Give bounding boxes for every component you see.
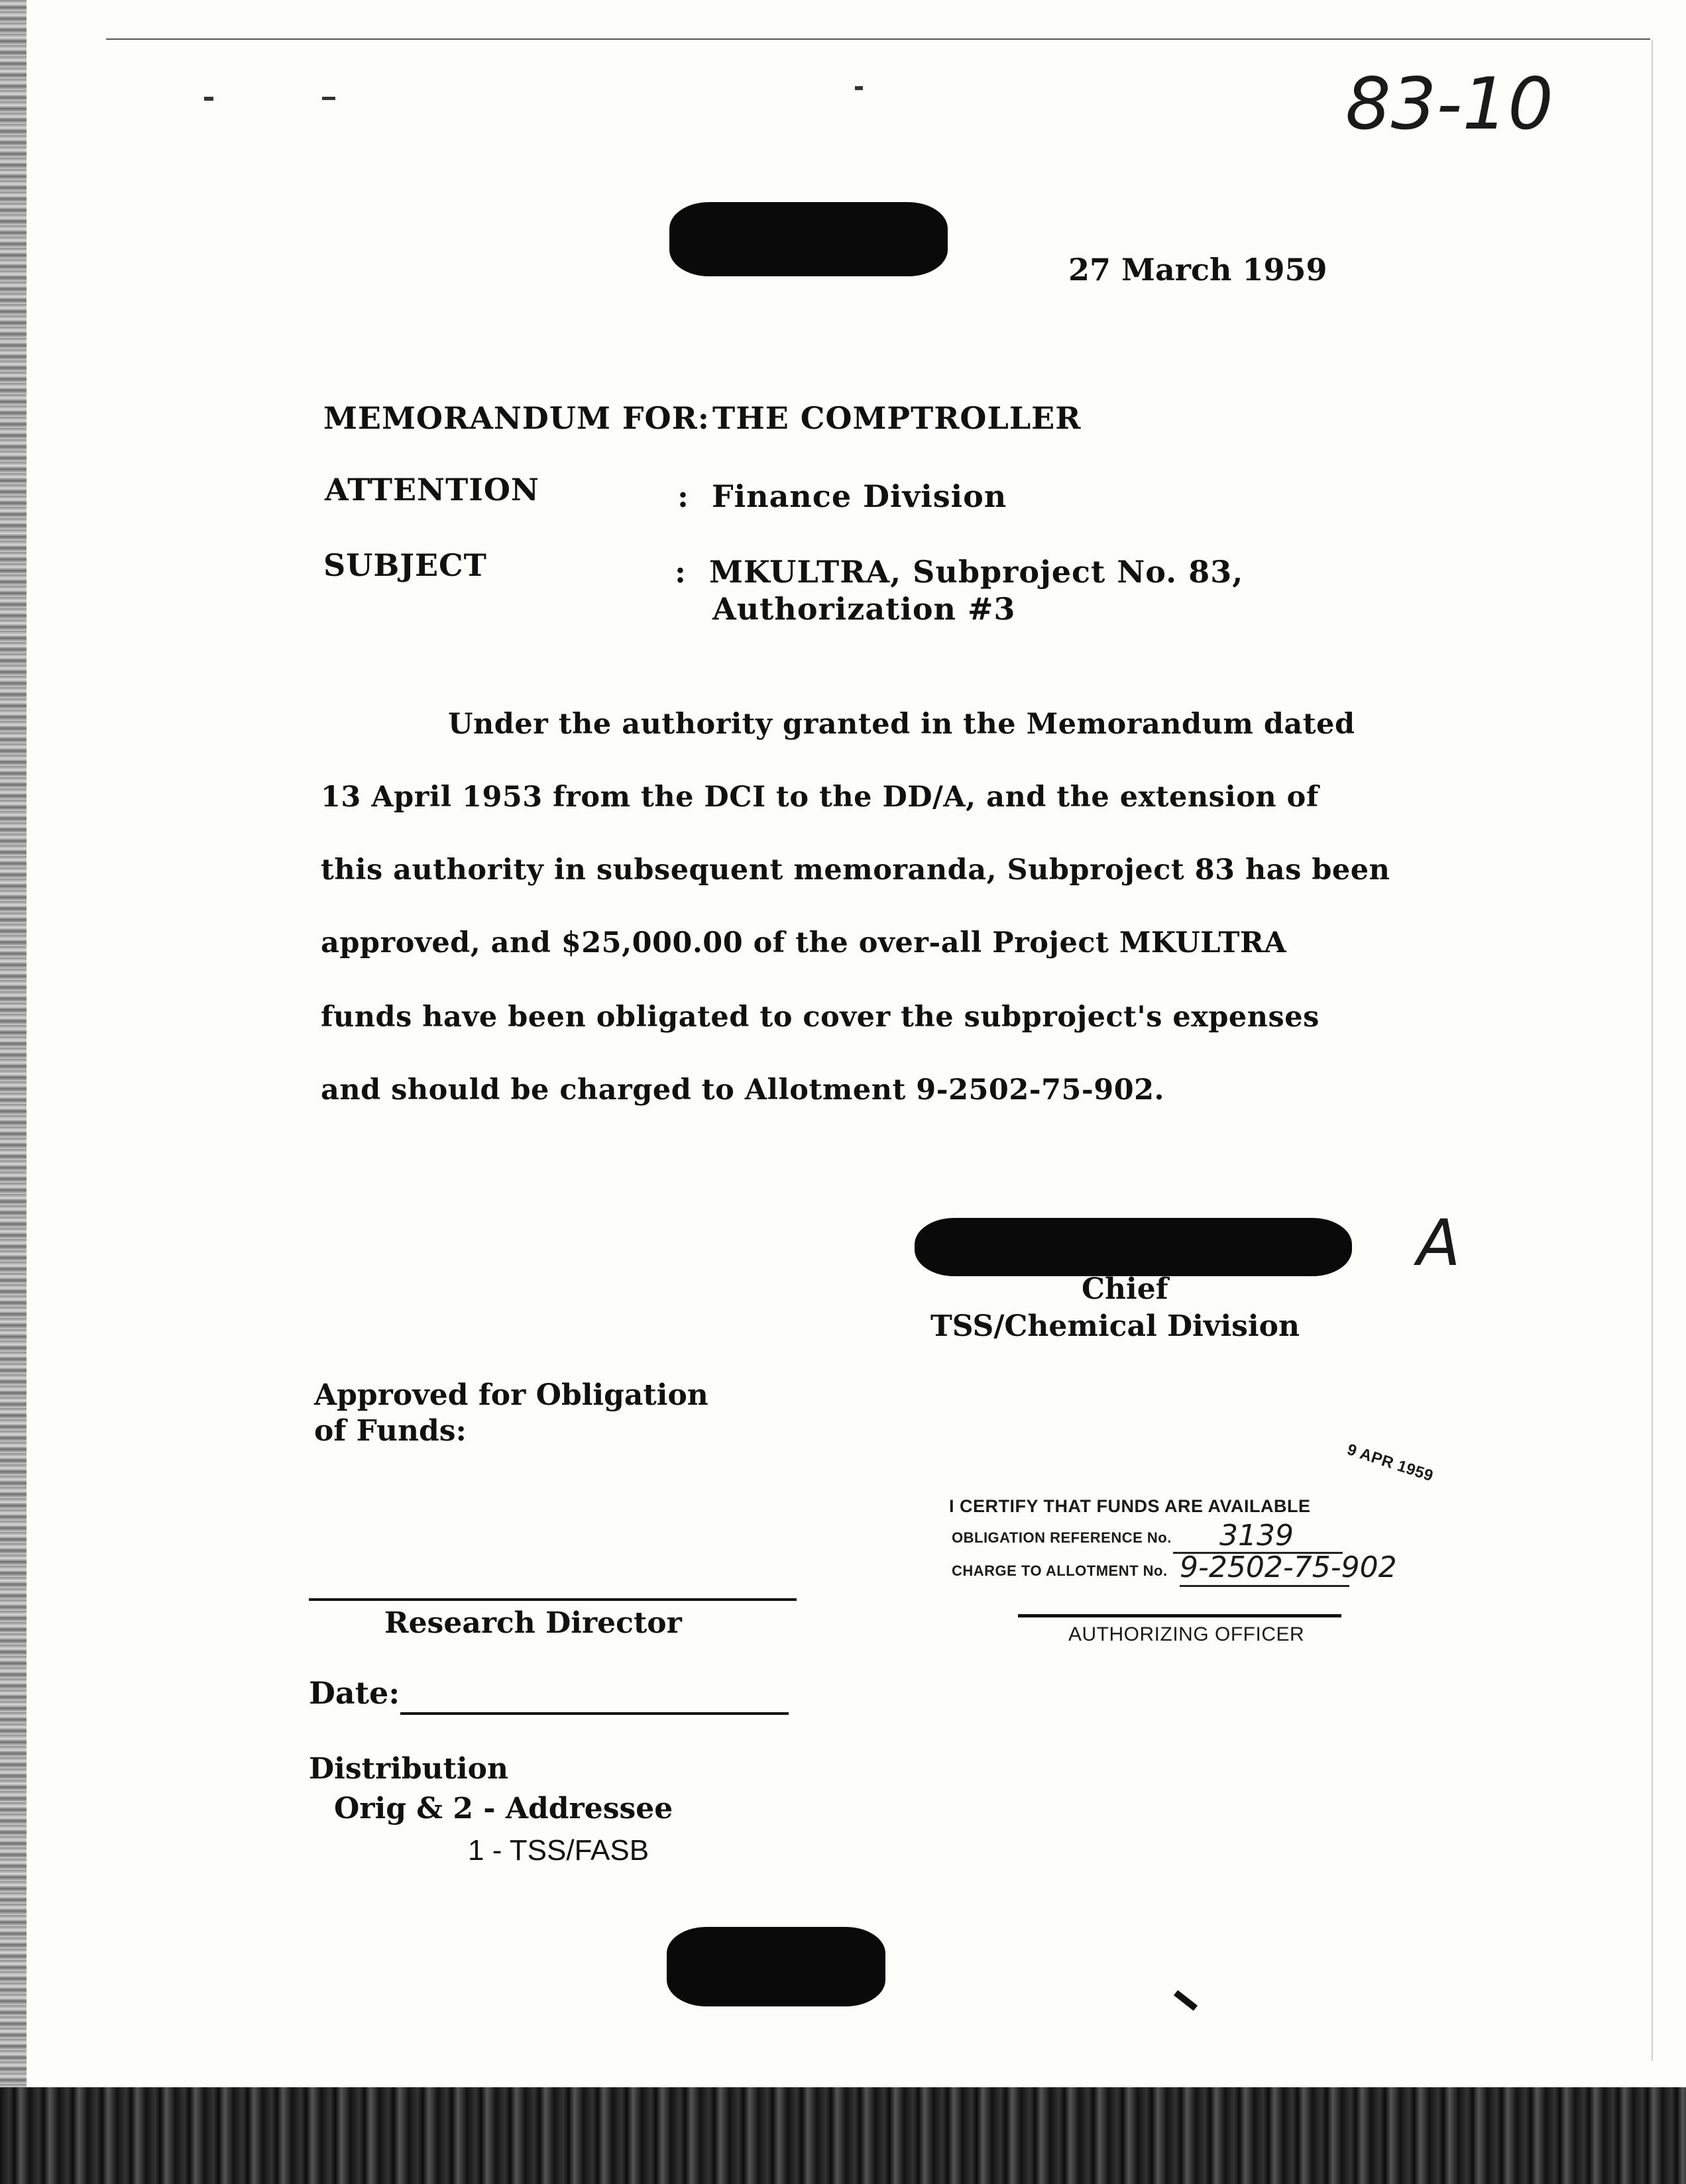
stamp-obligation-label: OBLIGATION REFERENCE No. xyxy=(952,1529,1172,1546)
research-director-signature-line xyxy=(309,1598,797,1601)
approval-line-2: of Funds: xyxy=(314,1414,467,1448)
file-number: 83-10 xyxy=(1345,63,1553,146)
date-label: Date: xyxy=(309,1675,400,1711)
signature-initial: A xyxy=(1417,1206,1461,1280)
body-line-5: funds have been obligated to cover the subproject's expenses xyxy=(321,1001,1320,1034)
distribution-line-2: 1 - TSS/FASB xyxy=(468,1834,649,1867)
page-top-border xyxy=(106,38,1650,40)
authorizing-officer-line xyxy=(1018,1614,1341,1617)
stamp-allotment-label: CHARGE TO ALLOTMENT No. xyxy=(952,1562,1168,1579)
memo-date: 27 March 1959 xyxy=(1068,252,1327,288)
stamp-date-mark: 9 APR 1959 xyxy=(1345,1441,1436,1486)
scan-edge-bottom xyxy=(0,2087,1686,2184)
research-director-label: Research Director xyxy=(384,1606,682,1640)
date-line xyxy=(400,1712,789,1715)
scan-speck xyxy=(855,86,863,90)
attention-value: : Finance Division xyxy=(677,478,1007,514)
subject-value-line-1: : MKULTRA, Subproject No. 83, xyxy=(675,554,1244,590)
attention-label: ATTENTION xyxy=(325,472,539,508)
scan-speck xyxy=(204,97,213,101)
redaction-bottom xyxy=(667,1927,885,2006)
signature-division: TSS/Chemical Division xyxy=(930,1309,1300,1343)
body-line-4: approved, and $25,000.00 of the over-all Project MKULTRA xyxy=(321,926,1287,959)
stamp-authorizing-officer: AUTHORIZING OFFICER xyxy=(1068,1623,1305,1645)
body-line-6: and should be charged to Allotment 9-2502-75-902. xyxy=(321,1073,1165,1107)
redaction-top xyxy=(669,202,948,276)
stamp-certify: I CERTIFY THAT FUNDS ARE AVAILABLE xyxy=(949,1496,1311,1516)
distribution-line-1: Orig & 2 - Addressee xyxy=(334,1792,673,1826)
memorandum-for-label: MEMORANDUM FOR: xyxy=(323,400,710,436)
subject-value-line-2: Authorization #3 xyxy=(712,591,1016,627)
subject-label: SUBJECT xyxy=(323,547,487,583)
signature-title: Chief xyxy=(1082,1272,1168,1306)
redaction-signature xyxy=(915,1218,1352,1276)
stamp-obligation-value: 3139 xyxy=(1219,1519,1294,1553)
page-right-border xyxy=(1652,40,1653,2061)
memorandum-for-value: THE COMPTROLLER xyxy=(712,400,1082,436)
stamp-allotment-line xyxy=(1180,1585,1349,1587)
stamp-allotment-value: 9-2502-75-902 xyxy=(1180,1551,1397,1584)
scan-edge-left xyxy=(0,0,27,2184)
body-line-1: Under the authority granted in the Memorandum dated xyxy=(448,708,1355,741)
body-line-3: this authority in subsequent memoranda, Subproject 83 has been xyxy=(321,853,1390,887)
scan-speck xyxy=(322,97,335,100)
distribution-heading: Distribution xyxy=(309,1752,508,1786)
scan-speck xyxy=(1174,1990,1198,2010)
body-line-2: 13 April 1953 from the DCI to the DD/A, and the extension of xyxy=(321,781,1319,814)
approval-line-1: Approved for Obligation xyxy=(314,1378,708,1412)
